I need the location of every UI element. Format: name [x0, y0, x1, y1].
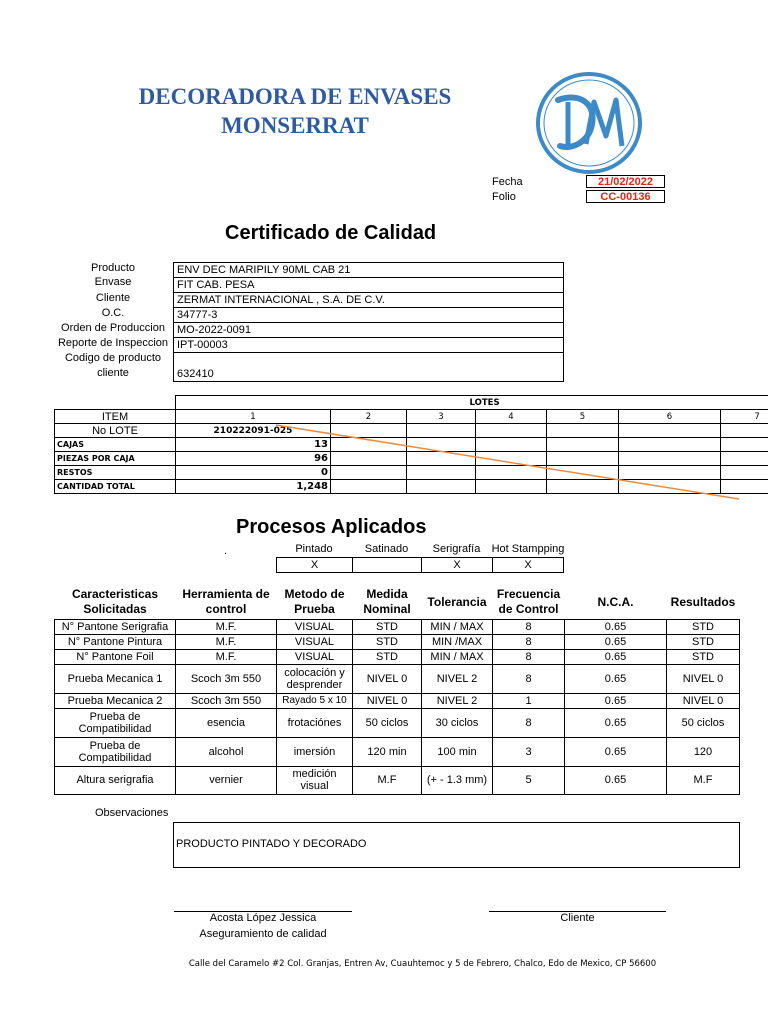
spec-cell: MIN / MAX — [422, 649, 493, 664]
spec-cell: 0.65 — [565, 649, 667, 664]
spec-cell: medición visual — [277, 766, 353, 794]
spec-cell: Prueba Mecanica 2 — [55, 693, 176, 708]
fecha-value: 21/02/2022 — [586, 175, 665, 188]
observations-text: PRODUCTO PINTADO Y DECORADO — [176, 838, 367, 850]
spec-cell: 0.65 — [565, 693, 667, 708]
spec-cell: N° Pantone Serigrafia — [55, 619, 176, 634]
spec-cell: Rayado 5 x 10 — [277, 693, 353, 708]
spec-cell: Prueba de Compatibilidad — [55, 708, 176, 737]
processes-dot: . — [224, 545, 228, 557]
spec-cell: 50 ciclos — [353, 708, 422, 737]
signature-right-name: Cliente — [560, 912, 595, 924]
lot-number: 4 — [476, 410, 547, 424]
spec-cell: esencia — [176, 708, 277, 737]
spec-cell: NIVEL 0 — [353, 664, 422, 693]
spec-cell: 3 — [493, 737, 565, 766]
spec-cell: (+ - 1.3 mm) — [422, 766, 493, 794]
spec-cell: STD — [353, 619, 422, 634]
spec-header: Metodo de Prueba — [284, 587, 345, 617]
spec-cell: 50 ciclos — [667, 708, 740, 737]
folio-label: Folio — [492, 191, 516, 203]
spec-cell: STD — [667, 634, 740, 649]
value-cliente: ZERMAT INTERNACIONAL , S.A. DE C.V. — [174, 293, 564, 308]
footer-address: Calle del Caramelo #2 Col. Granjas, Entren Av, Cuauhtemoc y 5 de Febrero, Chalco, Edo de Mexico, CP 56600 — [188, 959, 657, 969]
process-pintado-mark: X — [277, 558, 353, 573]
spec-cell: M.F — [353, 766, 422, 794]
spec-cell: 8 — [493, 619, 565, 634]
no-lote-value: 210222091-025 — [176, 424, 331, 438]
spec-cell: STD — [353, 634, 422, 649]
value-codigo-cliente: 632410 — [174, 353, 564, 382]
spec-cell: 30 ciclos — [422, 708, 493, 737]
spec-cell: 100 min — [422, 737, 493, 766]
spec-cell: Prueba Mecanica 1 — [55, 664, 176, 693]
restos-label: RESTOS — [55, 466, 176, 480]
spec-cell: MIN /MAX — [422, 634, 493, 649]
piezas-value: 96 — [176, 452, 331, 466]
spec-cell: 8 — [493, 708, 565, 737]
spec-cell: M.F. — [176, 619, 277, 634]
fecha-label: Fecha — [492, 176, 523, 188]
spec-cell: M.F — [667, 766, 740, 794]
spec-cell: NIVEL 0 — [667, 693, 740, 708]
lots-header: LOTES — [176, 396, 768, 410]
spec-cell: NIVEL 2 — [422, 664, 493, 693]
observations-box — [173, 822, 740, 868]
label-envase: Envase — [94, 276, 132, 288]
spec-cell: MIN / MAX — [422, 619, 493, 634]
lot-number: 6 — [619, 410, 721, 424]
spec-cell: alcohol — [176, 737, 277, 766]
spec-cell: 0.65 — [565, 664, 667, 693]
cajas-value: 13 — [176, 438, 331, 452]
spec-cell: frotaciónes — [277, 708, 353, 737]
spec-header: Herramienta de control — [182, 587, 270, 617]
company-name-line2: MONSERRAT — [221, 113, 369, 138]
piezas-label: PIEZAS POR CAJA — [55, 452, 176, 466]
spec-header: Frecuencia de Control — [496, 587, 561, 617]
cajas-label: CAJAS — [55, 438, 176, 452]
label-orden-produccion: Orden de Produccion — [61, 322, 165, 334]
label-producto: Producto — [90, 262, 136, 274]
cantidad-total-label: CANTIDAD TOTAL — [55, 480, 176, 494]
spec-header: Caracteristicas Solicitadas — [71, 587, 159, 617]
spec-cell: Altura serigrafia — [55, 766, 176, 794]
spec-cell: 0.65 — [565, 766, 667, 794]
lot-number: 3 — [407, 410, 476, 424]
spec-cell: M.F. — [176, 634, 277, 649]
spec-cell: Scoch 3m 550 — [176, 693, 277, 708]
spec-cell: 120 min — [353, 737, 422, 766]
spec-cell: VISUAL — [277, 619, 353, 634]
spec-cell: NIVEL 2 — [422, 693, 493, 708]
restos-value: 0 — [176, 466, 331, 480]
spec-cell: 0.65 — [565, 619, 667, 634]
spec-header: Medida Nominal — [363, 587, 411, 617]
label-cliente: Cliente — [95, 292, 131, 304]
spec-header: Tolerancia — [427, 594, 487, 609]
page-title: Certificado de Calidad — [225, 222, 437, 244]
spec-cell: STD — [667, 619, 740, 634]
lot-number: 2 — [331, 410, 407, 424]
process-hot-stamping-mark: X — [493, 558, 564, 573]
spec-cell: N° Pantone Foil — [55, 649, 176, 664]
processes-title: Procesos Aplicados — [236, 516, 427, 538]
lot-number: 5 — [547, 410, 619, 424]
spec-header: Resultados — [670, 594, 736, 609]
spec-cell: Scoch 3m 550 — [176, 664, 277, 693]
no-lote-label: No LOTE — [55, 424, 176, 438]
spec-cell: STD — [667, 649, 740, 664]
signature-left-name: Acosta López Jessica — [209, 912, 317, 924]
spec-header: N.C.A. — [597, 594, 634, 609]
spec-cell: NIVEL 0 — [667, 664, 740, 693]
spec-cell: 8 — [493, 634, 565, 649]
value-producto: ENV DEC MARIPILY 90ML CAB 21 — [174, 263, 564, 278]
value-orden-produccion: MO-2022-0091 — [174, 323, 564, 338]
process-satinado-mark — [353, 558, 422, 573]
spec-cell: 0.65 — [565, 708, 667, 737]
spec-cell: NIVEL 0 — [353, 693, 422, 708]
spec-cell: 0.65 — [565, 737, 667, 766]
signature-left-role: Aseguramiento de calidad — [199, 928, 327, 940]
spec-cell: 1 — [493, 693, 565, 708]
label-codigo-cliente: Codigo de producto cliente — [64, 352, 161, 379]
observations-label: Observaciones — [95, 807, 169, 819]
spec-cell: M.F. — [176, 649, 277, 664]
spec-cell: 8 — [493, 649, 565, 664]
spec-cell: 0.65 — [565, 634, 667, 649]
spec-cell: VISUAL — [277, 649, 353, 664]
cantidad-total-value: 1,248 — [176, 480, 331, 494]
value-oc: 34777-3 — [174, 308, 564, 323]
process-serigrafia-label: Serigrafía — [432, 543, 481, 555]
specs-table — [54, 586, 740, 795]
process-pintado-label: Pintado — [295, 543, 333, 555]
lot-number: 7 — [721, 410, 768, 424]
company-name-line1: DECORADORA DE ENVASES — [138, 84, 452, 109]
processes-table — [276, 557, 564, 573]
item-label: ITEM — [55, 410, 176, 424]
spec-cell: Prueba de Compatibilidad — [55, 737, 176, 766]
lot-number: 1 — [176, 410, 331, 424]
spec-cell: colocación y desprender — [277, 664, 353, 693]
spec-cell: VISUAL — [277, 634, 353, 649]
process-satinado-label: Satinado — [364, 543, 409, 555]
spec-cell: 5 — [493, 766, 565, 794]
process-serigrafia-mark: X — [422, 558, 493, 573]
spec-cell: STD — [353, 649, 422, 664]
spec-cell: imersión — [277, 737, 353, 766]
spec-cell: N° Pantone Pintura — [55, 634, 176, 649]
label-reporte-inspeccion: Reporte de Inspeccion — [57, 337, 169, 349]
spec-cell: 8 — [493, 664, 565, 693]
value-reporte-inspeccion: IPT-00003 — [174, 338, 564, 353]
label-oc: O.C. — [101, 307, 125, 319]
spec-cell: 120 — [667, 737, 740, 766]
value-envase: FIT CAB. PESA — [174, 278, 564, 293]
spec-cell: vernier — [176, 766, 277, 794]
process-hot-stamping-label: Hot Stampping — [491, 543, 565, 555]
folio-value: CC-00136 — [586, 190, 665, 203]
